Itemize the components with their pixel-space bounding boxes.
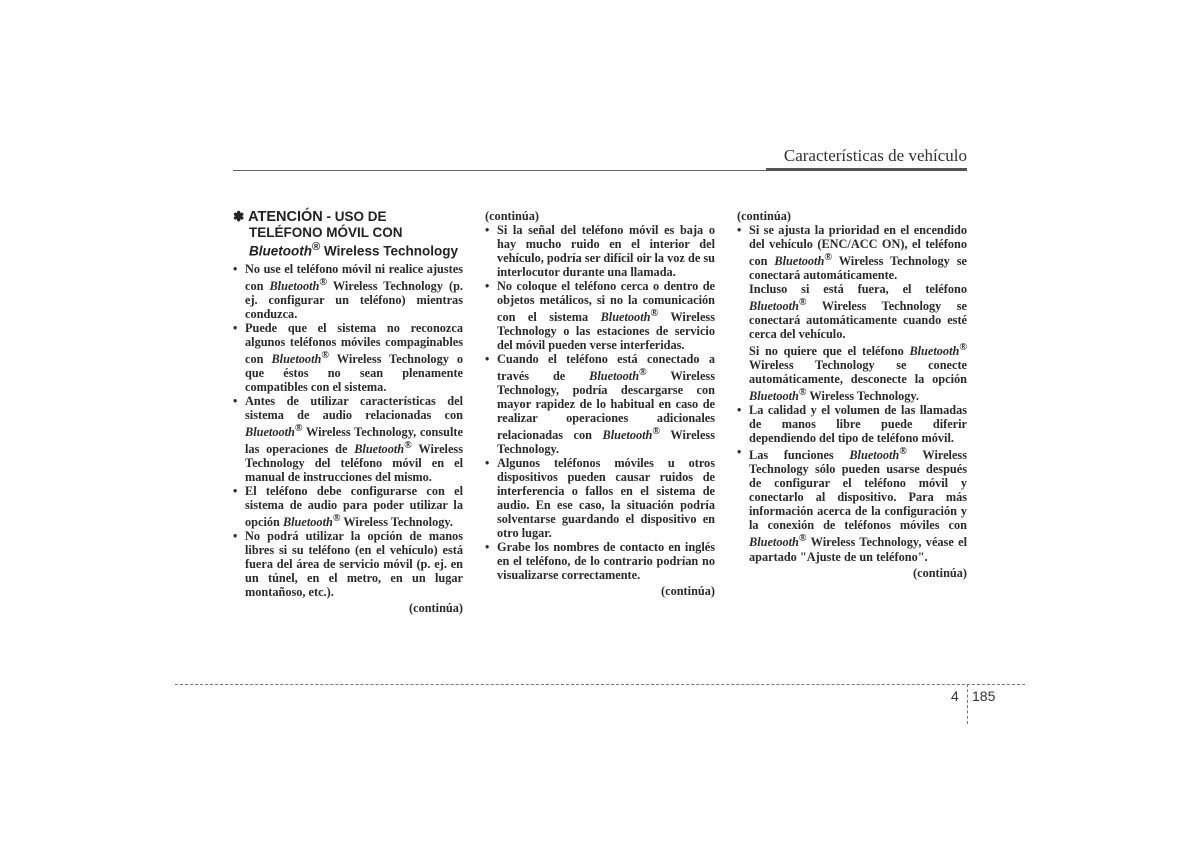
chapter-number: 4 <box>951 688 959 704</box>
column-3 <box>737 209 967 580</box>
caution-list <box>233 262 463 599</box>
page-number: 185 <box>972 688 996 704</box>
list-item: • Si se ajusta la prioridad en el encendido del vehículo (ENC/ACC ON), el teléfono con Bluetooth® Wireless Technology se conectará automáticamente. <box>737 223 967 282</box>
list-item: • El teléfono debe configurarse con el sistema de audio para poder utilizar la opción Bluetooth® Wireless Technology. <box>233 484 463 529</box>
list-item: • Si la señal del teléfono móvil es baja o hay mucho ruido en el interior del vehículo, podría ser difícil oir la voz de su interlocutor durante una llamada. <box>485 223 715 279</box>
continued-label: (continúa) <box>661 584 715 599</box>
continued-label: (continúa) <box>913 565 967 580</box>
caution-heading-word: ATENCIÓN <box>248 209 323 225</box>
caution-heading <box>233 209 463 259</box>
header-rule-accent <box>766 168 967 171</box>
list-item: • La calidad y el volumen de las llamadas de manos libre puede diferir dependiendo del tipo de teléfono móvil. <box>737 403 967 445</box>
list-item: • Algunos teléfonos móviles u otros dispositivos pueden causar ruidos de interferencia o fallos en el sistema de audio. En ese caso, la situación podría solventarse guardando el dispositivo en otro lugar. <box>485 456 715 540</box>
caution-list-continued <box>737 223 967 282</box>
footer-rule <box>175 684 1025 685</box>
list-item: • Grabe los nombres de contacto en inglés en el teléfono, de lo contrario podrían no visualizarse correctamente. <box>485 540 715 582</box>
continued-top-label: (continúa) <box>485 209 539 223</box>
list-item: • Puede que el sistema no reconozca algunos teléfonos móviles compaginables con Bluetooth® Wireless Technology o que éstos no sean plenamente compatibles con el sistema. <box>233 321 463 394</box>
caution-star-icon: ✽ <box>233 209 245 224</box>
caution-list-continued <box>485 223 715 582</box>
paragraph: Si no quiere que el teléfono Bluetooth® Wireless Technology se conecte automáticamente, desconecte la opción Bluetooth® Wireless Technology. <box>749 342 967 404</box>
page-header-title: Características de vehículo <box>783 146 967 165</box>
list-item: • No use el teléfono móvil ni realice ajustes con Bluetooth® Wireless Technology (p. ej. configurar un teléfono) mientras conduzca. <box>233 262 463 321</box>
caution-list-continued-2 <box>737 403 967 563</box>
list-item: • No podrá utilizar la opción de manos libres si su teléfono (en el vehículo) está fuera del área de servicio móvil (p. ej. en un túnel, en el metro, en un lugar montañoso, etc.). <box>233 529 463 599</box>
paragraph: Incluso si está fuera, el teléfono Bluetooth® Wireless Technology se conectará automáticamente cuando esté cerca del vehículo. <box>749 282 967 342</box>
caution-heading-line3: Bluetooth® Wireless Technology <box>249 241 458 259</box>
list-item: • No coloque el teléfono cerca o dentro de objetos metálicos, si no la comunicación con el sistema Bluetooth® Wireless Technology o las estaciones de servicio del móvil pueden verse interferidas. <box>485 279 715 352</box>
list-item: • Antes de utilizar características del sistema de audio relacionadas con Bluetooth® Wireless Technology, consulte las operaciones de Bluetooth® Wireless Technology del teléfono móvil en el manual de instrucciones del mismo. <box>233 394 463 484</box>
column-1 <box>233 209 463 615</box>
footer-divider <box>967 684 968 724</box>
caution-heading-line2: TELÉFONO MÓVIL CON <box>249 225 403 240</box>
caution-heading-rest: - USO DE <box>322 209 387 224</box>
list-item: • Las funciones Bluetooth® Wireless Technology sólo pueden usarse después de configurar el teléfono móvil y conectarlo al dispositivo. Para más información acerca de la configuración y la conexión de teléfonos móviles con Bluetooth® Wireless Technology, véase el apartado "Ajuste de un teléfono". <box>737 445 967 563</box>
continued-top-label: (continúa) <box>737 209 791 223</box>
continued-label: (continúa) <box>409 600 463 615</box>
list-item: • Cuando el teléfono está conectado a través de Bluetooth® Wireless Technology, podría descargarse con mayor rapidez de lo habitual en caso de realizar operaciones adicionales relacionadas con Bluetooth® Wireless Technology. <box>485 352 715 456</box>
column-2 <box>485 209 715 598</box>
